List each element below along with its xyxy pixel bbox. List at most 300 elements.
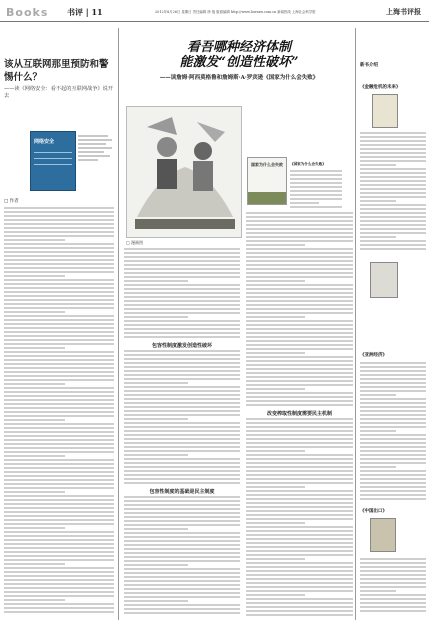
text-line [4,447,114,449]
text-line [124,512,240,514]
text-line [246,598,353,600]
text-line [4,267,114,269]
text-line [246,542,353,544]
text-line [290,182,342,184]
text-line [246,450,305,452]
text-line [4,531,114,533]
article-illustration [126,106,242,238]
text-line [246,562,353,564]
text-line [246,256,353,258]
text-line [124,588,240,590]
center-text-column-2 [246,212,353,408]
text-line [124,402,240,404]
center-headline-line2: 能激发“创造性破坏” [179,55,299,70]
text-line [360,582,426,584]
text-line [360,414,426,416]
text-line [246,590,353,592]
text-line [360,212,426,214]
text-line [124,252,240,254]
text-line [246,272,353,274]
text-line [4,279,114,281]
text-line [4,375,114,377]
text-line [4,423,114,425]
text-line [124,332,240,334]
book-cover-title: 国家为什么会失败 [251,162,283,167]
text-line [4,463,114,465]
text-line [290,170,342,172]
center-text-column-1b [124,350,240,486]
text-line [246,466,353,468]
text-line [4,491,65,493]
text-line [124,292,240,294]
text-line [4,571,114,573]
text-line [246,296,353,298]
center-text-column-2b [246,418,353,618]
text-line [124,612,240,614]
text-line [4,475,114,477]
text-line [124,390,240,392]
text-line [246,352,305,354]
text-line [246,550,353,552]
text-line [246,376,353,378]
text-line [360,498,426,500]
text-line [4,427,114,429]
text-line [4,431,114,433]
text-line [124,324,240,326]
text-line [246,292,353,294]
text-line [246,610,353,612]
text-line [246,442,353,444]
text-line [360,248,426,250]
left-article-body [4,207,114,615]
text-line [4,543,114,545]
text-line [360,450,426,452]
text-line [360,490,426,492]
text-line [124,312,240,314]
text-line [4,451,114,453]
text-line [246,566,353,568]
text-line [4,567,114,569]
text-line [246,474,353,476]
text-line [360,606,426,608]
book-cover-title: 网络安全 [34,139,55,145]
text-line [360,594,426,596]
text-line [246,332,353,334]
center-headline-line1: 看吾哪种经济体制 [186,40,291,55]
text-line [4,563,65,565]
text-line [246,570,353,572]
text-line [360,454,426,456]
sidebar-label: 新书介绍 [360,63,378,68]
text-line [124,552,240,554]
text-line [4,307,114,309]
text-line [124,248,240,250]
text-line [246,392,353,394]
text-line [124,600,188,602]
text-line [246,470,353,472]
text-line [360,236,396,238]
text-line [4,371,114,373]
text-line [360,570,426,572]
text-line [4,311,65,313]
text-line [246,418,353,420]
text-line [246,360,353,362]
cartoon-illustration [127,107,242,238]
text-line [246,554,353,556]
text-line [4,527,65,529]
text-line [246,232,353,234]
text-line [4,263,114,265]
text-line [4,315,114,317]
text-line [4,471,114,473]
text-line [4,591,114,593]
left-headline-block [4,58,114,100]
text-line [360,390,426,392]
text-line [4,295,114,297]
text-line [124,520,240,522]
text-line [246,482,353,484]
text-line [246,578,353,580]
text-line [360,406,426,408]
text-line [4,383,65,385]
text-line [4,323,114,325]
text-line [124,454,188,456]
text-line [360,184,426,186]
column-divider [118,28,119,620]
text-line [124,280,188,282]
text-line [4,459,114,461]
masthead [0,0,429,22]
text-line [124,462,240,464]
text-line [4,611,114,613]
text-line [360,602,426,604]
text-line [124,580,240,582]
text-line [4,363,114,365]
text-line [124,304,240,306]
text-line [4,499,114,501]
text-line [4,419,65,421]
text-line [124,434,240,436]
text-line [4,539,114,541]
center-text-column-1c [124,496,240,616]
text-line [360,430,396,432]
text-line [124,536,240,538]
text-line [246,438,353,440]
text-line [246,478,353,480]
text-line [124,470,240,472]
text-line [4,335,114,337]
text-line [4,387,114,389]
text-line [124,532,240,534]
text-line [246,582,353,584]
text-line [4,215,114,217]
text-line [246,380,353,382]
text-line [124,608,240,610]
text-line [124,288,240,290]
text-line [360,470,426,472]
text-line [124,320,240,322]
text-line [360,386,426,388]
text-line [246,240,353,242]
left-subheadline: ——读《网络安全：看不起的互联网战争》说开去 [4,86,113,99]
text-line [290,178,342,180]
text-line [360,394,396,396]
text-line [360,598,426,600]
text-line [246,312,353,314]
text-line [246,526,353,528]
text-line [246,518,353,520]
text-line [124,564,188,566]
text-line [124,358,240,360]
text-line [4,231,114,233]
text-line [124,500,240,502]
text-line [124,284,240,286]
text-line [124,354,240,356]
text-line [360,410,426,412]
text-line [4,379,114,381]
text-line [124,458,240,460]
text-line [124,450,240,452]
text-line [360,578,426,580]
text-line [246,586,353,588]
text-line [246,260,353,262]
text-line [360,132,426,134]
text-line [246,364,353,366]
text-line [246,336,353,338]
text-line [124,466,240,468]
text-line [4,227,114,229]
text-line [246,244,305,246]
sidebar-mid-label: 《亚洲经济》 [360,353,387,358]
text-line [4,595,114,597]
text-line [360,204,426,206]
text-line [4,211,114,213]
text-line [246,384,353,386]
text-line [124,596,240,598]
text-line [246,212,353,214]
text-line [246,368,353,370]
text-line [246,224,353,226]
text-line [124,398,240,400]
text-line [246,522,305,524]
text-line [124,336,240,338]
text-line [246,502,353,504]
column-divider [355,28,356,620]
text-line [360,362,426,364]
text-line [246,400,353,402]
sidebar-book-cover [370,518,396,552]
text-line [4,235,114,237]
text-line [246,308,353,310]
text-line [360,176,426,178]
text-line [124,446,240,448]
text-line [124,528,188,530]
text-line [4,347,65,349]
text-line [246,602,353,604]
book-info-title: 《国家为什么会失败》 [290,162,326,166]
text-line [246,228,353,230]
text-line [4,559,114,561]
text-line [360,478,426,480]
text-line [4,535,114,537]
text-line [246,510,353,512]
text-line [246,248,353,250]
text-line [4,523,114,525]
text-line [360,486,426,488]
left-headline: 该从互联网那里预防和警惕什么？ [4,59,109,83]
text-line [124,422,240,424]
text-line [124,482,240,484]
text-line [4,407,114,409]
text-line [360,200,396,202]
text-line [360,140,426,142]
text-line [124,524,240,526]
cover-band [248,192,286,204]
text-line [4,299,114,301]
text-line [4,355,114,357]
text-line [246,276,353,278]
text-line [360,438,426,440]
text-line [4,359,114,361]
text-line [360,458,426,460]
text-line [360,398,426,400]
text-line [124,276,240,278]
text-line [124,296,240,298]
text-line [246,458,353,460]
text-line [360,180,426,182]
book-note [78,135,114,163]
text-line [124,568,240,570]
text-line [360,426,426,428]
text-line [246,426,353,428]
text-line [4,327,114,329]
text-line [360,562,426,564]
text-line [4,587,114,589]
text-line [124,442,240,444]
text-line [246,446,353,448]
left-byline: □ 作者 [4,199,19,204]
text-line [246,340,353,342]
text-line [124,430,240,432]
text-line [4,223,114,225]
center-text-column-1 [124,248,240,340]
text-line [246,288,353,290]
text-line [246,304,353,306]
text-line [246,388,305,390]
text-line [124,382,188,384]
text-line [246,268,353,270]
text-line [124,366,240,368]
text-line [246,328,353,330]
text-line [124,496,240,498]
text-line [246,422,353,424]
text-line [124,256,240,258]
text-line [290,174,342,176]
text-line [4,403,114,405]
text-line [360,434,426,436]
section-name: 书评 | 11 [67,7,103,17]
text-line [4,487,114,489]
text-line [360,566,426,568]
text-line [4,507,114,509]
text-line [360,196,426,198]
text-line [124,316,188,318]
text-line [124,508,240,510]
text-line [246,396,353,398]
text-line [360,228,426,230]
text-line [360,446,426,448]
text-line [360,418,426,420]
text-line [124,544,240,546]
section-heading-2: 包容性制度的基础是民主制度 [149,489,215,495]
text-line [246,324,353,326]
text-line [290,206,342,208]
text-line [290,198,342,200]
text-line [246,434,353,436]
text-line [124,328,240,330]
cover-line [34,158,72,159]
text-line [4,287,114,289]
text-line [290,202,319,204]
text-line [4,555,114,557]
text-line [246,300,353,302]
text-line [124,438,240,440]
sidebar-book-cover [370,262,398,298]
book-info-lines [290,170,342,210]
text-line [4,251,114,253]
text-line [4,607,114,609]
book-info [290,162,342,167]
text-line [4,339,114,341]
text-line [360,574,426,576]
text-line [4,303,114,305]
text-line [246,344,353,346]
sidebar-book-cover [372,94,398,128]
text-line [360,168,426,170]
dateline: 2012年8月26日 星期日 责任编辑 徐 翔 版面编辑 http://www.lowszw.com.cn 新闻热线 上海社会科学报 [155,10,316,14]
text-line [246,494,353,496]
text-line [246,280,305,282]
paper-name: 上海书评报 [386,7,421,16]
text-line [246,220,353,222]
text-line [124,414,240,416]
text-line [246,498,353,500]
sidebar-text-1 [360,132,426,252]
sidebar-book1-title: 《金融危机的未来》 [360,85,401,90]
text-line [4,467,114,469]
text-line [360,382,426,384]
sidebar-text-2 [360,362,426,502]
text-line [124,260,240,262]
text-line [246,614,353,616]
text-line [246,430,353,432]
text-line [360,208,426,210]
text-line [124,350,240,352]
center-headline-block [124,40,354,81]
text-line [360,558,426,560]
text-line [4,575,114,577]
text-line [360,494,426,496]
text-line [246,236,353,238]
text-line [246,284,353,286]
text-line [246,316,305,318]
text-line [124,264,240,266]
text-line [360,378,426,380]
text-line [4,259,114,261]
text-line [360,156,426,158]
text-line [124,426,240,428]
text-line [124,592,240,594]
